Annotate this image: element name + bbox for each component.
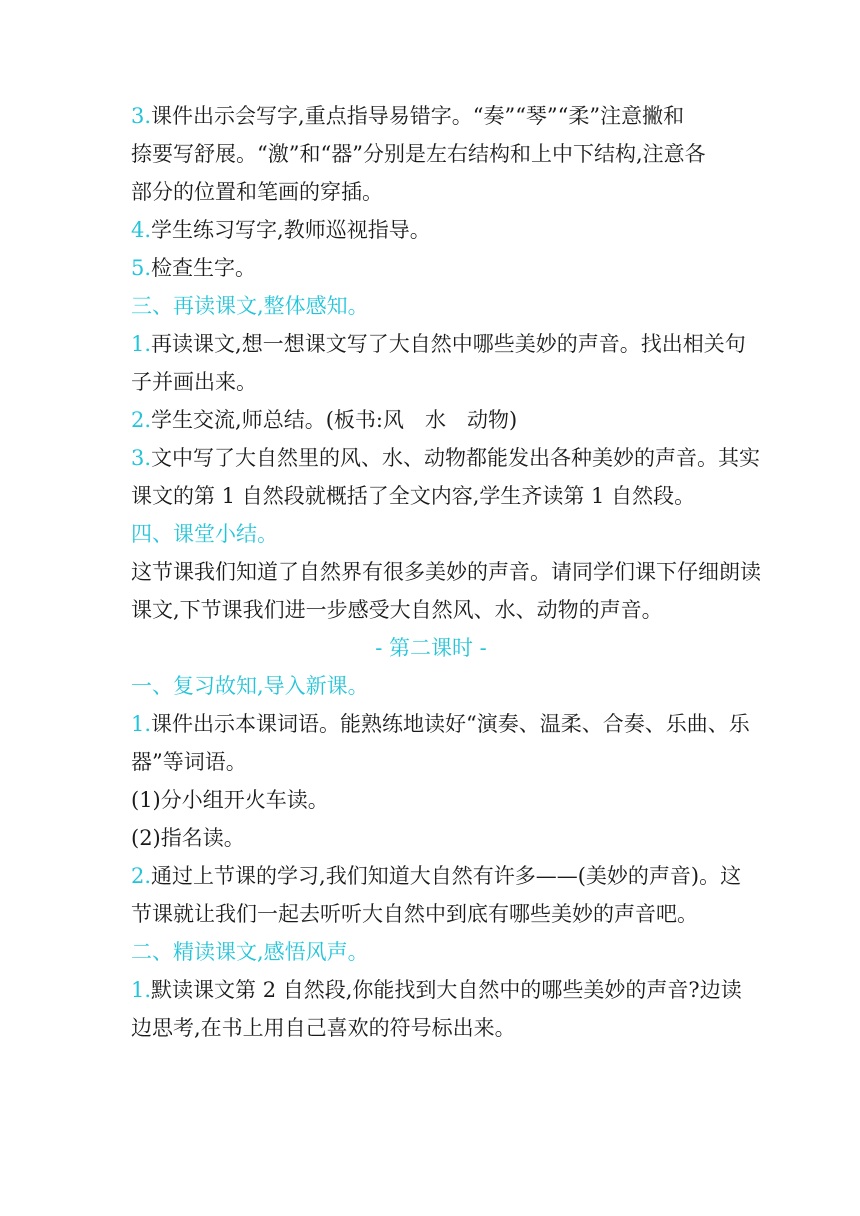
sub-item: (2)指名读。 — [131, 826, 245, 850]
item-number: 3. — [131, 446, 152, 470]
lesson-plan-page — [131, 100, 761, 1044]
summary-paragraph-continuation: 课文,下节课我们进一步感受大自然风、水、动物的声音。 — [131, 598, 663, 622]
sub-item: (1)分小组开火车读。 — [131, 788, 329, 812]
list-item-continuation: 课文的第 1 自然段就概括了全文内容,学生齐读第 1 自然段。 — [131, 484, 696, 508]
list-item — [131, 100, 731, 132]
summary-paragraph: 这节课我们知道了自然界有很多美妙的声音。请同学们课下仔细朗读 — [131, 560, 761, 584]
list-item-continuation: 节课就让我们一起去听听大自然中到底有哪些美妙的声音吧。 — [131, 902, 698, 926]
list-item — [131, 404, 731, 436]
list-item — [131, 252, 731, 284]
item-text: 通过上节课的学习,我们知道大自然有许多——(美妙的声音)。这 — [151, 864, 742, 888]
item-text: 课件出示会写字,重点指导易错字。“奏”“琴”“柔”注意撇和 — [151, 104, 685, 128]
section-heading: 四、课堂小结。 — [131, 522, 278, 546]
list-item — [131, 214, 731, 246]
list-item — [131, 442, 761, 474]
item-text: 课件出示本课词语。能熟练地读好“演奏、温柔、合奏、乐曲、乐 — [151, 712, 750, 736]
lesson-heading: - 第二课时 - — [375, 636, 487, 660]
item-number: 3. — [131, 104, 152, 128]
list-item-continuation: 边思考,在书上用自己喜欢的符号标出来。 — [131, 1016, 516, 1040]
item-number: 1. — [131, 978, 152, 1002]
section-heading: 三、再读课文,整体感知。 — [131, 294, 369, 318]
item-text: 再读课文,想一想课文写了大自然中哪些美妙的声音。找出相关句 — [151, 332, 746, 356]
item-text: 文中写了大自然里的风、水、动物都能发出各种美妙的声音。其实 — [151, 446, 761, 470]
list-item — [131, 860, 742, 892]
item-number: 2. — [131, 864, 152, 888]
list-item-continuation: 子并画出来。 — [131, 370, 257, 394]
list-item — [131, 974, 742, 1006]
item-number: 1. — [131, 712, 152, 736]
item-text: 学生交流,师总结。(板书:风 水 动物) — [151, 408, 518, 432]
item-number: 4. — [131, 218, 152, 242]
item-text: 检查生字。 — [151, 256, 257, 280]
section-heading: 一、复习故知,导入新课。 — [131, 674, 369, 698]
list-item-continuation: 器”等词语。 — [131, 750, 247, 774]
item-number: 5. — [131, 256, 152, 280]
list-item-continuation: 部分的位置和笔画的穿插。 — [131, 180, 383, 204]
section-heading: 二、精读课文,感悟风声。 — [131, 940, 369, 964]
list-item — [131, 328, 746, 360]
list-item-continuation: 捺要写舒展。“激”和“器”分别是左右结构和上中下结构,注意各 — [131, 142, 706, 166]
item-text: 默读课文第 2 自然段,你能找到大自然中的哪些美妙的声音?边读 — [151, 978, 742, 1002]
item-text: 学生练习写字,教师巡视指导。 — [151, 218, 431, 242]
list-item — [131, 708, 750, 740]
item-number: 2. — [131, 408, 152, 432]
item-number: 1. — [131, 332, 152, 356]
